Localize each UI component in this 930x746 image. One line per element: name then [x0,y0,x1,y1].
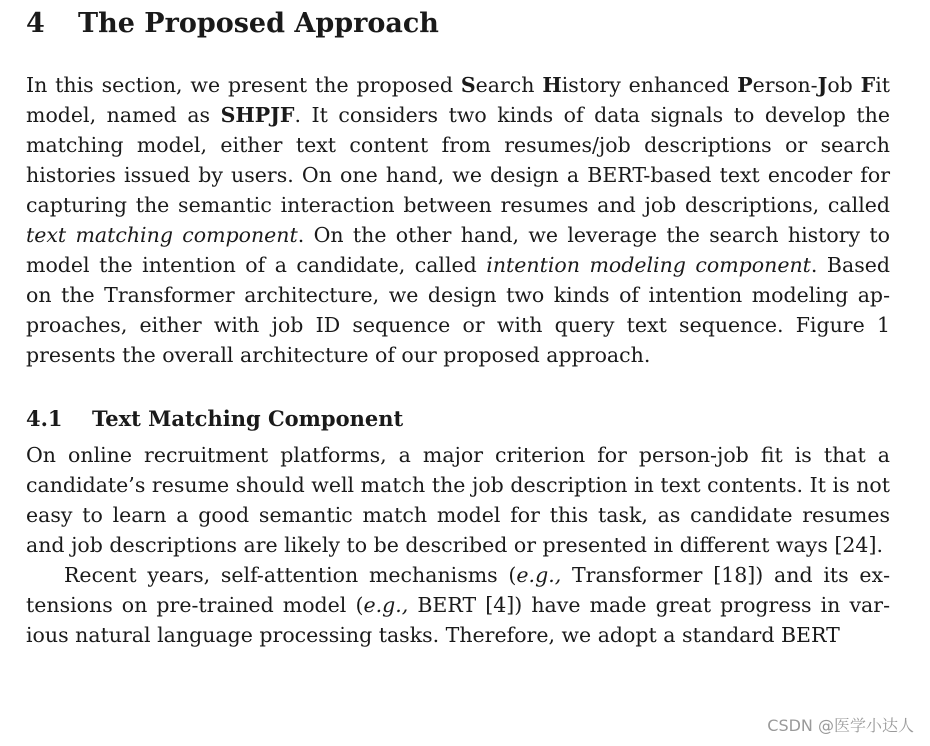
intro-bold-f: F [860,73,876,97]
intro-text-5: ob [827,73,861,97]
section-title: The Proposed Approach [78,8,439,39]
body-paragraph-1: On online recruitment platforms, a major criterion for person-job fit is that a candidate’s resume should well match the job description in text contents. It is not easy to learn a good semantic match model for this task, as candidate resumes and job descriptions are likely to be described or presented in different ways [24]. [26,443,890,557]
intro-bold-s: S [460,73,476,97]
csdn-watermark: CSDN @医学小达人 [767,716,914,735]
section-heading [26,6,890,42]
section-number: 4 [26,8,45,39]
intro-text-7: . It considers two kinds of data signals to develop the matching model, either text content from resumes/job descriptions or search histories issued by users. On one hand, we design a BERT-based text encoder for capturing the semantic interaction between resumes and job descriptions, called [26,103,890,217]
para2-text-2: Transformer [18]) and its extensions on pre-trained model ( [26,563,890,617]
subsection-title: Text Matching Component [92,406,404,431]
para2-text-3: BERT [4]) have made great progress in various natural language processing tasks. Therefore, we adopt a standard BERT [26,593,890,647]
intro-paragraph [26,70,890,370]
para2-eg-2: e.g., [363,593,409,617]
intro-text-8: . On the other hand, we leverage the search history to model the intention of a candidate, called [26,223,890,277]
para2-eg-1: e.g., [516,563,562,587]
intro-bold-h: H [542,73,562,97]
intention-modeling-term: intention modeling component [486,253,811,277]
intro-text-6: it model, named as [26,73,891,127]
paper-page [26,6,890,650]
intro-bold-p: P [737,73,753,97]
intro-bold-j: J [817,73,828,97]
intro-text-3: istory enhanced [561,73,738,97]
para2-text-1: Recent years, self-attention mechanisms ( [64,563,517,587]
model-name: SHPJF [220,103,295,127]
intro-text-4: erson- [752,73,818,97]
body-paragraph-2 [26,560,890,650]
subsection-number: 4.1 [26,406,63,431]
subsection-heading [26,404,890,434]
text-matching-term: text matching component [26,223,298,247]
intro-text-2: earch [475,73,543,97]
intro-text-9: . Based on the Transformer architecture, we design two kinds of intention modeling approaches, either with job ID sequence or with query text sequence. Figure 1 presents the overall architecture of our proposed approach. [26,253,890,367]
intro-text-1: In this section, we present the proposed [26,73,461,97]
